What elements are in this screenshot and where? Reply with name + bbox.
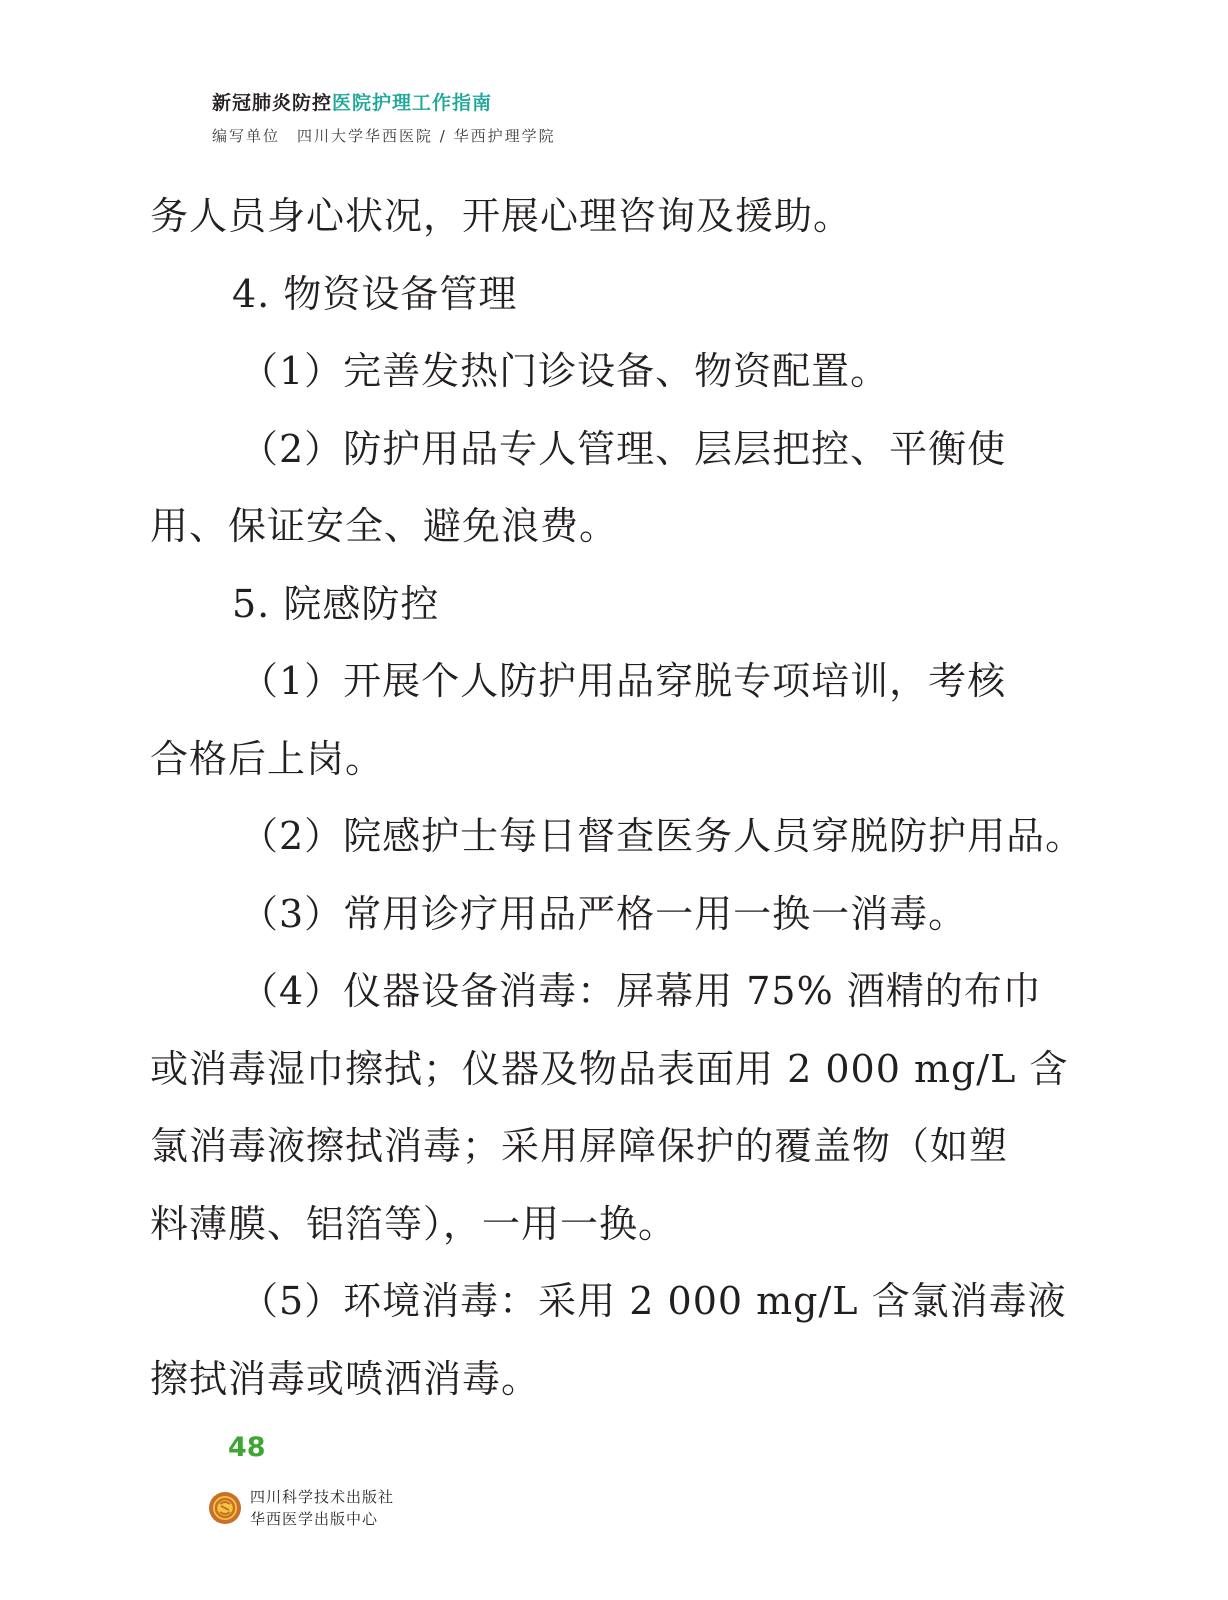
- paragraph-line: 合格后上岗。: [150, 736, 385, 781]
- paragraph-line: 料薄膜、铝箔等），一用一换。: [150, 1201, 678, 1246]
- book-title-accent: 医院护理工作指南: [332, 92, 493, 114]
- paragraph-line: （2）院感护士每日督查医务人员穿脱防护用品。: [240, 814, 1085, 858]
- publisher-name: 四川科学技术出版社: [250, 1488, 395, 1506]
- running-header: [212, 88, 556, 146]
- paragraph-line: （3）常用诊疗用品严格一用一换一消毒。: [240, 891, 968, 936]
- paragraph-line: （2）防护用品专人管理、层层把控、平衡使: [240, 426, 1007, 471]
- publisher-logo-icon: [208, 1491, 242, 1525]
- section-heading-infection-control: 5. 院感防控: [232, 581, 440, 626]
- paragraph-line: （1）开展个人防护用品穿脱专项培训，考核: [240, 659, 1007, 703]
- paragraph-line: 氯消毒液擦拭消毒；采用屏障保护的覆盖物（如塑: [150, 1124, 1009, 1168]
- book-title-prefix: 新冠肺炎防控: [212, 92, 333, 114]
- paragraph-line: （5）环境消毒：采用 2 000 mg/L 含氯消毒液: [240, 1279, 1067, 1323]
- paragraph-line: （4）仪器设备消毒：屏幕用 75% 酒精的布巾: [240, 969, 1042, 1013]
- publisher-block: [208, 1486, 394, 1530]
- paragraph-line: （1）完善发热门诊设备、物资配置。: [240, 349, 890, 393]
- paragraph-line: 务人员身心状况，开展心理咨询及援助。: [150, 194, 853, 238]
- book-title: [212, 88, 556, 115]
- section-heading-materials: 4. 物资设备管理: [232, 271, 518, 316]
- paragraph-line: 或消毒湿巾擦拭；仪器及物品表面用 2 000 mg/L 含: [150, 1046, 1069, 1091]
- page-body: [150, 178, 1085, 1418]
- page-number: 48: [228, 1432, 266, 1463]
- paragraph-line: 用、保证安全、避免浪费。: [150, 504, 619, 548]
- editor-unit: 编写单位 四川大学华西医院 / 华西护理学院: [212, 127, 556, 145]
- publisher-center: 华西医学出版中心: [250, 1510, 379, 1528]
- paragraph-line: 擦拭消毒或喷洒消毒。: [150, 1356, 541, 1401]
